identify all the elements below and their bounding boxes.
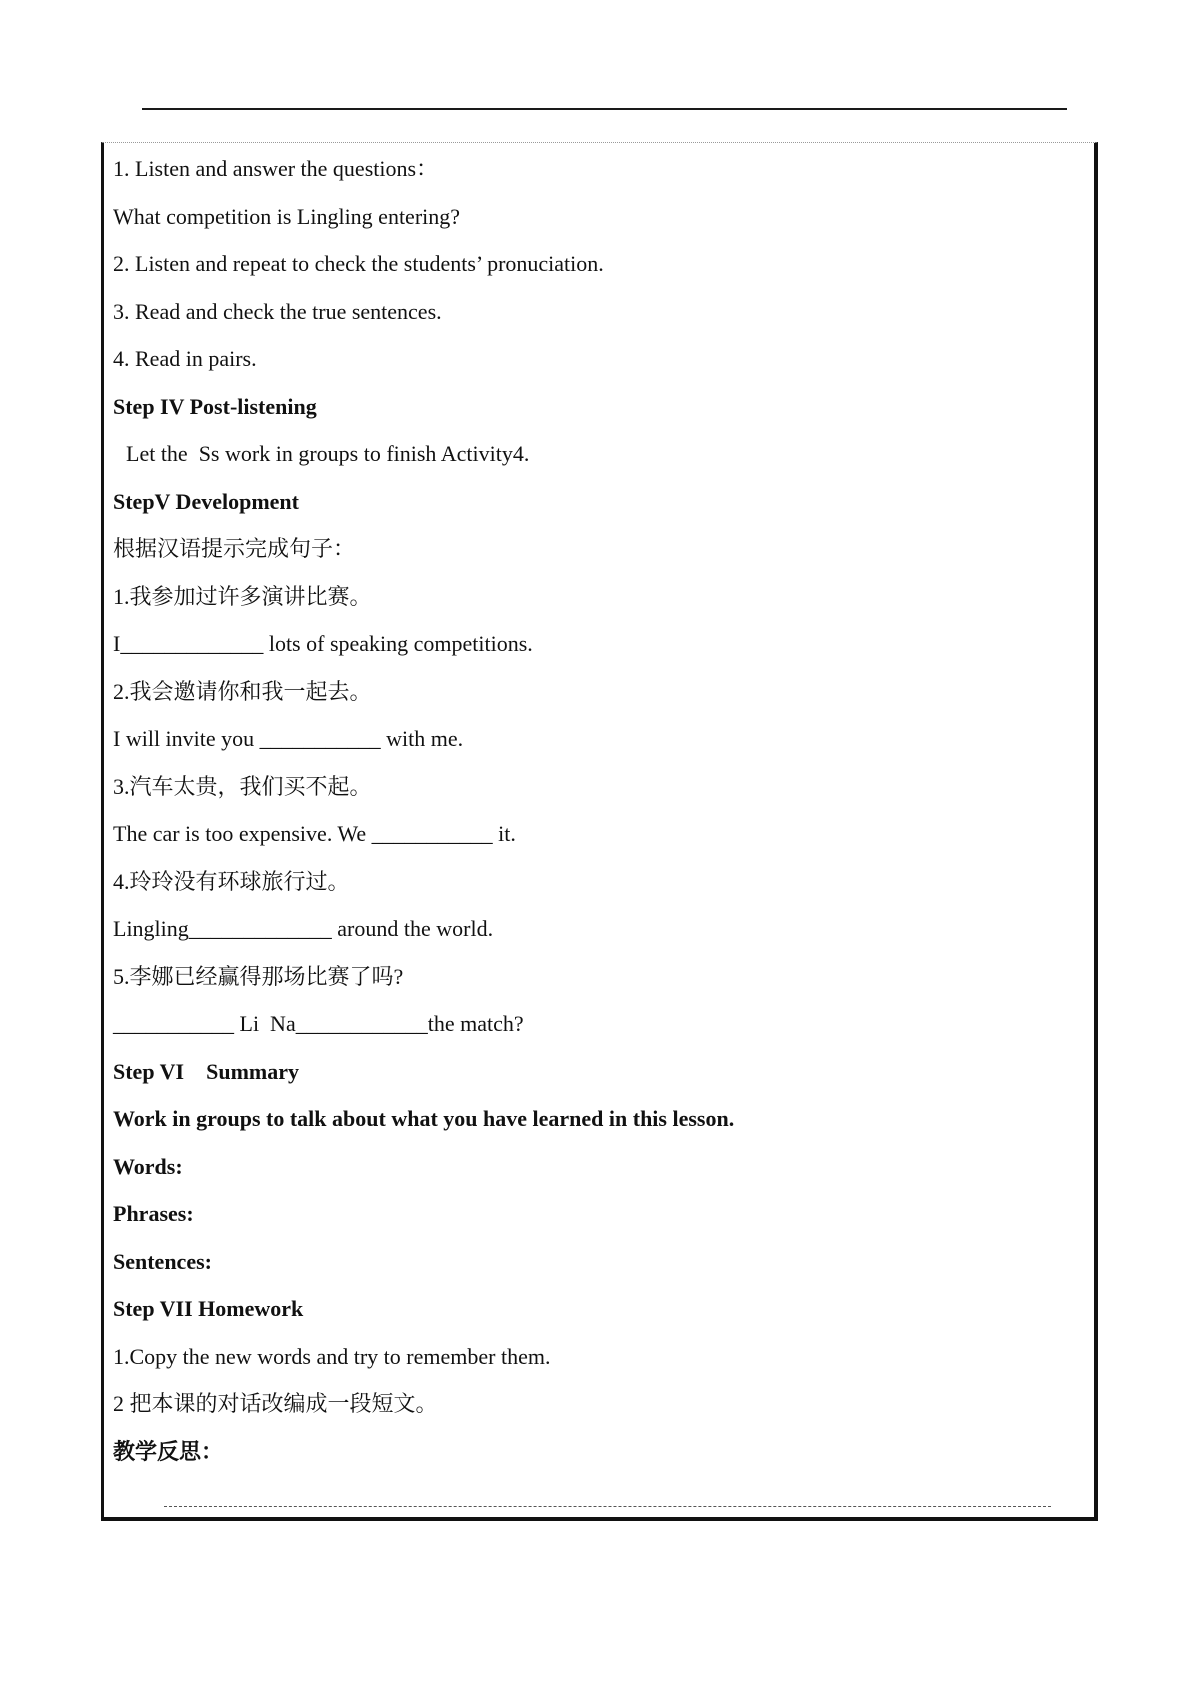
summary-words-label: Words:	[113, 1153, 183, 1179]
homework-item-1: 1.Copy the new words and try to remember them.	[113, 1343, 551, 1369]
exercise-1-prompt: 1.我参加过许多演讲比赛。	[113, 583, 372, 609]
exercise-2-prompt: 2.我会邀请你和我一起去。	[113, 678, 372, 704]
exercise-4-prompt: 4.玲玲没有环球旅行过。	[113, 868, 350, 894]
step-iv-heading: Step IV Post-listening	[113, 393, 317, 419]
exercise-2-blank: I will invite you ___________ with me.	[113, 726, 464, 751]
exercise-1-blank: I_____________ lots of speaking competitions.	[113, 631, 533, 656]
teaching-reflection-label: 教学反思：	[113, 1438, 224, 1464]
step-vi-heading: Step VI Summary	[113, 1058, 300, 1084]
footer-dashed-rule	[164, 1506, 1051, 1507]
summary-phrases-label: Phrases:	[113, 1201, 194, 1226]
listening-task-3: 3. Read and check the true sentences.	[113, 298, 442, 324]
exercise-3-prompt: 3.汽车太贵，我们买不起。	[113, 773, 372, 799]
exercise-4-blank: Lingling_____________ around the world.	[113, 916, 494, 941]
summary-sentences-label: Sentences:	[113, 1248, 212, 1274]
listening-task-2: 2. Listen and repeat to check the students’ pronuciation.	[113, 251, 604, 276]
step-v-instruction: 根据汉语提示完成句子：	[113, 536, 356, 561]
listening-task-4: 4. Read in pairs.	[113, 346, 257, 371]
homework-item-2: 2 把本课的对话改编成一段短文。	[113, 1391, 438, 1416]
step-vii-heading: Step VII Homework	[113, 1296, 304, 1321]
step-vi-instruction: Work in groups to talk about what you have learned in this lesson.	[113, 1106, 735, 1131]
exercise-5-blank: ___________ Li Na____________the match?	[113, 1011, 524, 1036]
header-rule	[142, 108, 1067, 110]
exercise-3-blank: The car is too expensive. We ___________ it.	[113, 821, 516, 846]
lesson-content	[113, 145, 1083, 1475]
exercise-5-prompt: 5.李娜已经赢得那场比赛了吗?	[113, 963, 404, 989]
step-v-heading: StepV Development	[113, 488, 299, 514]
listening-question: What competition is Lingling entering?	[113, 203, 461, 229]
listening-task-1: 1. Listen and answer the questions：	[113, 156, 439, 181]
step-iv-instruction: Let the Ss work in groups to finish Activity4.	[126, 441, 530, 466]
